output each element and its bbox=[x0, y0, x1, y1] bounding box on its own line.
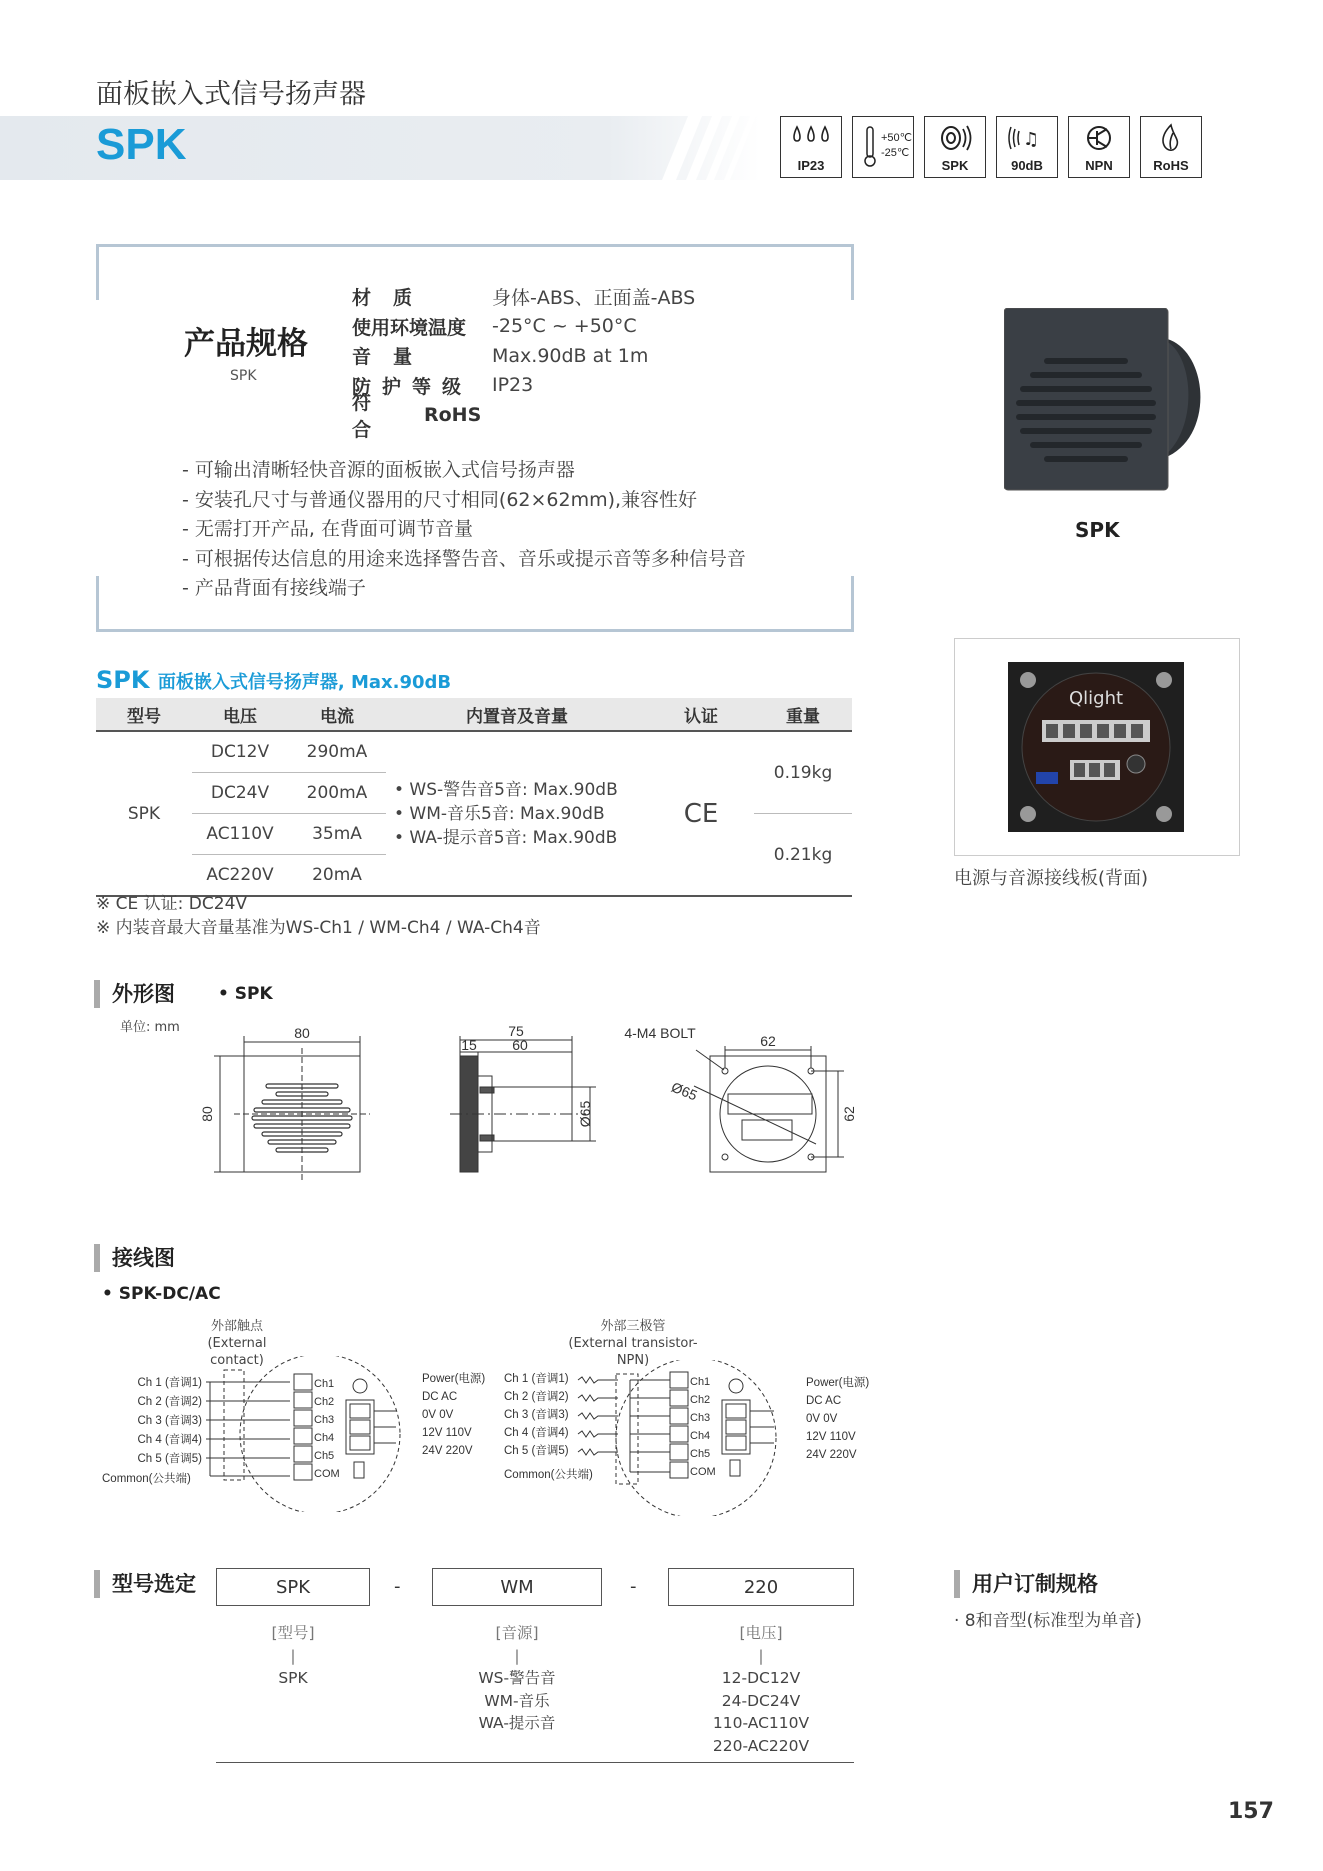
current-cell: 35mA bbox=[288, 814, 386, 855]
model-table bbox=[96, 698, 852, 897]
feature-item: - 可输出清晰轻快音源的面板嵌入式信号扬声器 bbox=[182, 456, 746, 486]
channel-label: Ch 1 (音调1) bbox=[504, 1373, 569, 1385]
selection-heading: 型号选定 bbox=[94, 1570, 196, 1598]
note: ※ 内装音最大音量基准为WS-Ch1 / WM-Ch4 / WA-Ch4音 bbox=[96, 918, 541, 938]
left-power-labels: Power(电源) DC AC 0V 0V 12V 110V 24V 220V bbox=[422, 1373, 486, 1457]
custom-heading: 用户订制规格 bbox=[954, 1570, 1098, 1598]
dimension-drawing bbox=[196, 1024, 876, 1224]
current-cell: 20mA bbox=[288, 855, 386, 897]
terminal-label: Ch2 bbox=[314, 1396, 335, 1408]
terminal-label: Ch1 bbox=[690, 1376, 711, 1388]
right-power-labels: Power(电源) DC AC 0V 0V 12V 110V 24V 220V bbox=[806, 1377, 870, 1461]
terminal-label: Ch3 bbox=[314, 1414, 335, 1426]
current-cell: 200mA bbox=[288, 773, 386, 814]
spec-value: RoHS bbox=[424, 403, 482, 426]
terminal-label: COM bbox=[690, 1466, 716, 1478]
svg-text:♫: ♫ bbox=[1023, 129, 1040, 150]
col-header: 电压 bbox=[192, 698, 288, 731]
back-panel-caption: 电源与音源接线板(背面) bbox=[954, 868, 1149, 889]
note: ※ CE 认证: DC24V bbox=[96, 894, 248, 914]
right-common-label: Common(公共端) bbox=[504, 1469, 593, 1481]
terminal-label: COM bbox=[314, 1468, 340, 1480]
selection-box-sound: WM bbox=[432, 1568, 602, 1606]
side-total-label: 75 bbox=[508, 1024, 524, 1039]
channel-label: Ch 4 (音调4) bbox=[137, 1434, 202, 1446]
voltage-cell: DC12V bbox=[192, 731, 288, 773]
voltage-cell: DC24V bbox=[192, 773, 288, 814]
feature-item: - 无需打开产品, 在背面可调节音量 bbox=[182, 515, 746, 545]
speaker-icon: SPK bbox=[924, 116, 986, 178]
terminal-label: Ch1 bbox=[314, 1378, 335, 1390]
left-wiring-title: 外部触点 (External contact) bbox=[207, 1319, 267, 1368]
front-width-label: 80 bbox=[294, 1025, 310, 1041]
back-brand: Qlight bbox=[1068, 688, 1124, 709]
feature-item: - 安装孔尺寸与普通仪器用的尺寸相同(62×62mm),兼容性好 bbox=[182, 486, 746, 516]
unit-label: 单位: mm bbox=[120, 1020, 180, 1035]
weight-cell: 0.21kg bbox=[754, 814, 852, 897]
col-header: 型号 bbox=[96, 698, 192, 731]
dimension-heading: 外形图 bbox=[94, 980, 175, 1008]
table-title: SPK 面板嵌入式信号扬声器, Max.90dB bbox=[96, 666, 452, 694]
side-diameter-label: Ø65 bbox=[577, 1100, 593, 1128]
spec-key: 音量 bbox=[352, 346, 435, 369]
spec-value: Max.90dB at 1m bbox=[492, 344, 649, 367]
col-header: 内置音及音量 bbox=[386, 698, 648, 731]
selection-divider bbox=[216, 1762, 854, 1763]
product-image bbox=[1004, 308, 1214, 498]
selection-col-voltage: [电压] | 12-DC12V 24-DC24V 110-AC110V 220-AC220V bbox=[712, 1624, 810, 1755]
custom-item: · 8和音型(标准型为单音) bbox=[954, 1611, 1142, 1631]
ip23-icon: IP23 bbox=[780, 116, 842, 178]
selection-dash: - bbox=[394, 1576, 401, 1597]
voltage-cell: AC220V bbox=[192, 855, 288, 897]
back-width-label: 62 bbox=[760, 1033, 776, 1049]
spec-value: IP23 bbox=[492, 374, 534, 397]
terminal-label: Ch3 bbox=[690, 1412, 711, 1424]
model-cell: SPK bbox=[96, 731, 192, 896]
channel-label: Ch 3 (音调3) bbox=[504, 1409, 569, 1421]
spec-value: 身体-ABS、正面盖-ABS bbox=[492, 287, 696, 310]
page-number: 157 bbox=[1228, 1799, 1274, 1824]
dimension-model: • SPK bbox=[218, 984, 273, 1004]
current-cell: 290mA bbox=[288, 731, 386, 773]
channel-label: Ch 5 (音调5) bbox=[137, 1453, 202, 1465]
ce-mark: CE bbox=[648, 731, 754, 896]
spec-table bbox=[352, 282, 696, 441]
sound-90db-icon: ♫ 90dB bbox=[996, 116, 1058, 178]
back-height-label: 62 bbox=[841, 1106, 857, 1122]
wiring-heading: 接线图 bbox=[94, 1244, 175, 1272]
spec-heading-sub: SPK bbox=[230, 368, 257, 384]
terminal-label: Ch2 bbox=[690, 1394, 711, 1406]
selection-col-sound: [音源] | WS-警告音 WM-音乐 WA-提示音 bbox=[478, 1624, 556, 1732]
spec-key: 材质 bbox=[352, 287, 435, 310]
voltage-cell: AC110V bbox=[192, 814, 288, 855]
back-diameter-label: Ø65 bbox=[669, 1078, 700, 1104]
product-caption: SPK bbox=[1075, 518, 1120, 542]
sounds-cell: • WS-警告音5音: Max.90dB • WM-音乐5音: Max.90dB • WA-提示音5音: Max.90dB bbox=[386, 731, 648, 896]
channel-label: Ch 1 (音调1) bbox=[137, 1377, 202, 1389]
channel-label: Ch 2 (音调2) bbox=[137, 1396, 202, 1408]
terminal-label: Ch4 bbox=[314, 1432, 335, 1444]
rohs-icon: RoHS bbox=[1140, 116, 1202, 178]
page-subtitle: 面板嵌入式信号扬声器 bbox=[96, 79, 366, 110]
spec-heading: 产品规格 bbox=[184, 326, 308, 362]
terminal-label: Ch4 bbox=[690, 1430, 711, 1442]
selection-col-model: [型号] | SPK bbox=[271, 1624, 315, 1687]
right-wiring-diagram bbox=[574, 1360, 814, 1516]
feature-icons bbox=[780, 116, 1202, 178]
spec-key: 防护等级 bbox=[352, 375, 473, 398]
spec-key: 使用环境温度 bbox=[352, 316, 467, 339]
model-title: SPK bbox=[96, 120, 187, 169]
feature-item: - 可根据传达信息的用途来选择警告音、音乐或提示音等多种信号音 bbox=[182, 545, 746, 575]
channel-label: Ch 3 (音调3) bbox=[137, 1415, 202, 1427]
channel-label: Ch 2 (音调2) bbox=[504, 1391, 569, 1403]
selection-dash: - bbox=[630, 1576, 637, 1597]
terminal-label: Ch5 bbox=[690, 1448, 711, 1460]
back-panel-image bbox=[1008, 662, 1184, 832]
temperature-icon: +50℃ -25℃ bbox=[852, 116, 914, 178]
side-a-label: 15 bbox=[461, 1037, 477, 1053]
col-header: 电流 bbox=[288, 698, 386, 731]
col-header: 认证 bbox=[648, 698, 754, 731]
decorative-stripes bbox=[650, 116, 770, 180]
terminal-label: Ch5 bbox=[314, 1450, 335, 1462]
left-common-label: Common(公共端) bbox=[102, 1473, 191, 1485]
front-height-label: 80 bbox=[199, 1106, 215, 1122]
channel-label: Ch 5 (音调5) bbox=[504, 1445, 569, 1457]
wiring-model: • SPK-DC/AC bbox=[102, 1284, 221, 1304]
side-b-label: 60 bbox=[512, 1037, 528, 1053]
npn-icon: NPN bbox=[1068, 116, 1130, 178]
col-header: 重量 bbox=[754, 698, 852, 731]
weight-cell: 0.19kg bbox=[754, 731, 852, 814]
spec-key: 符合 bbox=[352, 391, 394, 441]
channel-label: Ch 4 (音调4) bbox=[504, 1427, 569, 1439]
selection-box-model: SPK bbox=[216, 1568, 370, 1606]
notes bbox=[96, 892, 541, 940]
spec-value: -25°C ~ +50°C bbox=[492, 315, 637, 338]
right-channel-labels bbox=[504, 1370, 584, 1460]
feature-item: - 产品背面有接线端子 bbox=[182, 574, 746, 604]
right-wiring-title: 外部三极管 (External transistor-NPN) bbox=[568, 1319, 698, 1368]
bolt-label: 4-M4 BOLT bbox=[624, 1025, 696, 1041]
left-channel-labels bbox=[132, 1374, 202, 1469]
feature-list bbox=[182, 456, 746, 604]
selection-box-voltage: 220 bbox=[668, 1568, 854, 1606]
